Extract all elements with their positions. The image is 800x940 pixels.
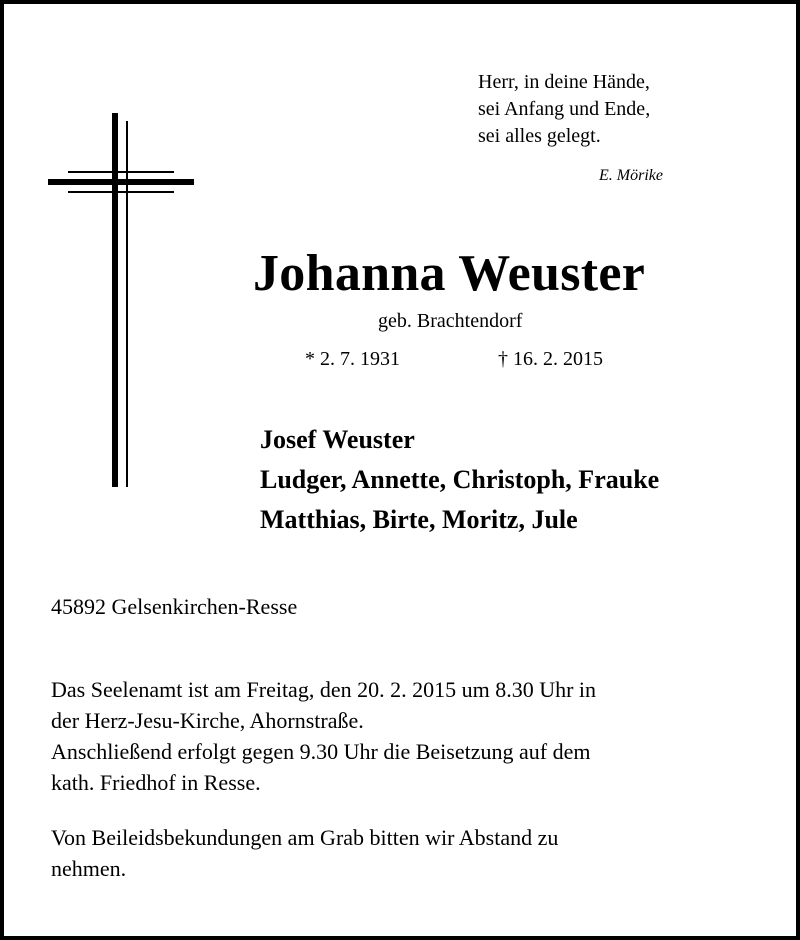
quote [478, 69, 650, 150]
birth-name: geb. Brachtendorf [378, 310, 523, 332]
quote-line: sei Anfang und Ende, [478, 98, 651, 120]
condolence-notice-line: nehmen. [51, 856, 127, 881]
mourner-line: Ludger, Annette, Christoph, Frauke [260, 465, 660, 494]
funeral-notice [51, 674, 771, 798]
funeral-notice-line: der Herz-Jesu-Kirche, Ahornstraße. [51, 708, 364, 733]
death-date: † 16. 2. 2015 [498, 348, 603, 370]
quote-line: sei alles gelegt. [478, 125, 601, 147]
condolence-notice-line: Von Beileidsbekundungen am Grab bitten wir Abstand zu [51, 825, 559, 850]
mourner-line: Matthias, Birte, Moritz, Jule [260, 505, 578, 534]
birth-date: * 2. 7. 1931 [305, 348, 400, 370]
funeral-notice-line: Das Seelenamt ist am Freitag, den 20. 2. 2015 um 8.30 Uhr in [51, 677, 597, 702]
deceased-name: Johanna Weuster [253, 245, 646, 302]
mourners-list [260, 420, 659, 540]
mourner-line: Josef Weuster [260, 425, 415, 454]
address: 45892 Gelsenkirchen-Resse [51, 594, 298, 619]
condolence-notice [51, 822, 771, 884]
cross-icon [48, 113, 194, 487]
funeral-notice-line: kath. Friedhof in Resse. [51, 770, 261, 795]
funeral-notice-line: Anschließend erfolgt gegen 9.30 Uhr die Beisetzung auf dem [51, 739, 591, 764]
quote-author: E. Mörike [599, 167, 663, 184]
quote-line: Herr, in deine Hände, [478, 71, 650, 93]
